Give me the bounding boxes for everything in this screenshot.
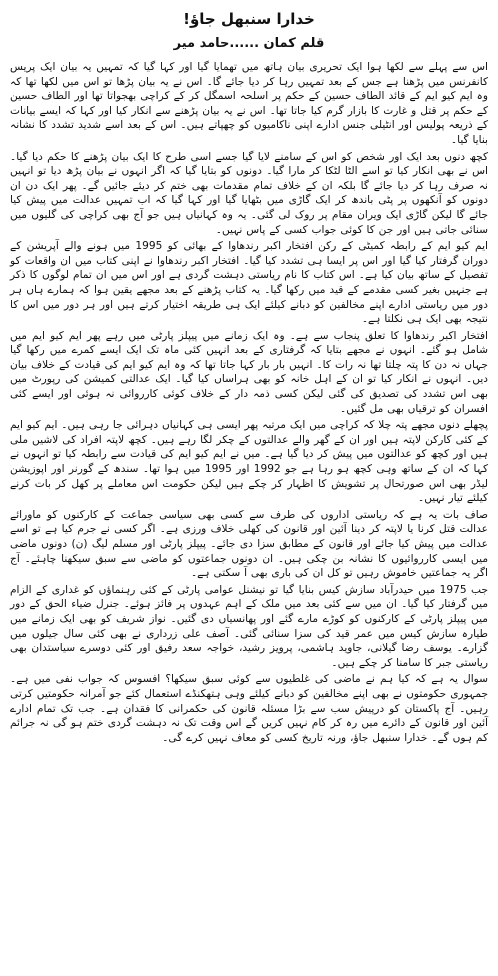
column-byline: قلم کمان ......حامد میر <box>173 36 325 51</box>
article-paragraph: افتخار اکبر رندھاوا کا تعلق پنجاب سے ہے۔ وہ ایک زمانے میں پیپلز پارٹی میں رہے پھر ایم کیو ایم میں شامل ہو گئے۔ انہوں نے مجھے بتایا کہ گرفتاری کے بعد انہیں کئی ماہ تک ایک ایسے کمرے میں رکھا گیا جہاں نہ دن کا پتہ چلتا تھا نہ رات کا۔ انہیں بار بار کہا جاتا تھا کہ وہ ایم کیو ایم کی قیادت کے خلاف بیان دیں۔ انہوں نے انکار کیا تو ان کے اہل خانہ کو بھی ہراساں کیا گیا۔ ایک عدالتی کمیشن کی رپورٹ میں بھی اس تشدد کی تصدیق کی گئی لیکن کسی ذمہ دار کے خلاف کوئی کارروائی نہ ہوئی اور ایسے کئی افسران کو ترقیاں بھی مل گئیں۔ <box>10 329 488 415</box>
article-paragraph: سوال یہ ہے کہ کیا ہم نے ماضی کی غلطیوں سے کوئی سبق سیکھا؟ افسوس کہ جواب نفی میں ہے۔ جمہوری حکومتوں نے بھی اپنے مخالفین کو دبانے کیلئے وہی ہتھکنڈے استعمال کئے جو آمرانہ حکومتیں کرتی رہیں۔ آج پاکستان کو درپیش سب سے بڑا مسئلہ قانون کی حکمرانی کا فقدان ہے۔ جب تک تمام ادارے آئین اور قانون کے دائرے میں رہ کر کام نہیں کریں گے اس وقت تک نہ دہشت گردی ختم ہو گی نہ جرائم کم ہوں گے۔ خدارا سنبھل جاؤ، ورنہ تاریخ کسی کو معاف نہیں کرے گی۔ <box>10 673 488 744</box>
article-paragraph: اس سے پہلے سے لکھا ہوا ایک تحریری بیان ہاتھ میں تھمایا گیا اور کہا گیا کہ تمہیں یہ بیان ایک پریس کانفرنس میں پڑھنا ہے جس کے بعد تمہیں رہا کر دیا جائے گا۔ اس نے یہ بیان پڑھا تو اس میں لکھا تھا کہ وہ ایم کیو ایم کے قائد الطاف حسین کے حکم پر اسلحہ اسمگل کر کے کراچی بھجواتا تھا اور الطاف حسین کے حکم پر قتل و غارت کا بازار گرم کیا جاتا تھا۔ اس نے یہ بیان پڑھنے سے انکار کیا اور کہا کہ ایسے بیانات کے ذریعہ پولیس اور انٹیلی جنس ادارے اپنی ناکامیوں کو چھپاتے ہیں۔ اس کے بعد اسے شدید تشدد کا نشانہ بنایا گیا۔ <box>10 61 488 146</box>
article-paragraph: ایم کیو ایم کے رابطہ کمیٹی کے رکن افتخار اکبر رندھاوا کے بھائی کو 1995 میں ہونے والے آپریشن کے دوران گرفتار کیا گیا اور اس پر ایسا ہی تشدد کیا گیا۔ افتخار اکبر رندھاوا نے اپنی کتاب میں ان واقعات کو تفصیل کے ساتھ بیان کیا ہے۔ اس کتاب کا نام ریاستی دہشت گردی ہے اور اس میں ان تمام لوگوں کا ذکر ہے جنہیں بغیر کسی مقدمے کے قید میں رکھا گیا۔ یہ کتاب پڑھنے کے بعد مجھے یقین ہوا کہ ہمارے ہاں ہر دور میں ریاستی ادارے اپنے مخالفین کو دبانے کیلئے ایک ہی طریقہ اختیار کرتے ہیں اور ہر دور میں اس کا نتیجہ بھی ایک ہی نکلتا ہے۔ <box>10 240 488 326</box>
article-paragraph: صاف بات یہ ہے کہ ریاستی اداروں کی طرف سے کسی بھی سیاسی جماعت کے کارکنوں کو ماورائے عدالت قتل کرنا یا لاپتہ کر دینا آئین اور قانون کی کھلی خلاف ورزی ہے۔ اگر کسی نے جرم کیا ہے تو اسے عدالت میں پیش کیا جائے اور قانون کے مطابق سزا دی جائے۔ پیپلز پارٹی اور مسلم لیگ (ن) دونوں ماضی میں ایسی کارروائیوں کا نشانہ بن چکی ہیں۔ ان دونوں جماعتوں کو ماضی سے سبق سیکھنا چاہئے۔ آج اگر یہ جماعتیں خاموش رہیں تو کل ان کی باری بھی آ سکتی ہے۔ <box>10 508 488 580</box>
article-paragraph: جب 1975 میں حیدرآباد سازش کیس بنایا گیا تو نیشنل عوامی پارٹی کے کئی رہنماؤں کو غداری کے الزام میں گرفتار کیا گیا۔ ان میں سے کئی بعد میں ملک کے اہم عہدوں پر فائز ہوئے۔ جنرل ضیاء الحق کے دور میں پیپلز پارٹی کے کارکنوں کو کوڑے مارے گئے اور پھانسیاں دی گئیں۔ نواز شریف کو بھی ایک زمانے میں طیارہ سازش کیس میں عمر قید کی سزا سنائی گئی۔ آصف علی زرداری نے بھی کئی سال جیلوں میں گزارے۔ یوسف رضا گیلانی، جاوید ہاشمی، پرویز رشید، خواجہ سعد رفیق اور کئی دوسرے سیاستدان بھی ریاستی جبر کا سامنا کر چکے ہیں۔ <box>10 583 488 669</box>
article-title: خدارا سنبھل جاؤ! <box>183 10 315 28</box>
article-paragraph: پچھلے دنوں مجھے پتہ چلا کہ کراچی میں ایک مرتبہ پھر ایسی ہی کہانیاں دہرائی جا رہی ہیں۔ ایم کیو ایم کے کئی کارکن لاپتہ ہیں اور ان کے گھر والے عدالتوں کے چکر لگا رہے ہیں۔ کچھ لاپتہ افراد کی لاشیں ملی ہیں اور کچھ کو عدالتوں میں پیش کر دیا گیا ہے۔ میں نے ایم کیو ایم کی قیادت سے رابطہ کیا تو انہوں نے کہا کہ ان کے ساتھ وہی کچھ ہو رہا ہے جو 1992 اور 1995 میں ہوا تھا۔ سندھ کے گورنر اور اپوزیشن لیڈر بھی اس صورتحال پر تشویش کا اظہار کر چکے ہیں لیکن حکومت اس معاملے پر کھل کر بات کرنے کیلئے تیار نہیں۔ <box>10 419 488 505</box>
article-paragraph: کچھ دنوں بعد ایک اور شخص کو اس کے سامنے لایا گیا جسے اسی طرح کا ایک بیان پڑھنے کا حکم دیا گیا۔ اس نے بھی انکار کیا تو اسے الٹا لٹکا کر مارا گیا۔ دونوں کو بتایا گیا کہ اگر انہوں نے بیان پڑھ دیا تو انہیں نہ صرف رہا کر دیا جائے گا بلکہ ان کے خلاف تمام مقدمات بھی ختم کر دیئے جائیں گے۔ پھر ایک دن ان دونوں کو آنکھوں پر پٹی باندھ کر ایک گاڑی میں بٹھایا گیا اور کہا گیا کہ اب تمہیں عدالت میں پیش کیا جائے گا لیکن گاڑی ایک ویران مقام پر روک لی گئی۔ یہ وہ کہانیاں ہیں جو آج بھی کراچی کی گلیوں میں سنائی جاتی ہیں اور جن کا کوئی جواب کسی کے پاس نہیں۔ <box>10 150 488 236</box>
article-body <box>10 60 488 745</box>
